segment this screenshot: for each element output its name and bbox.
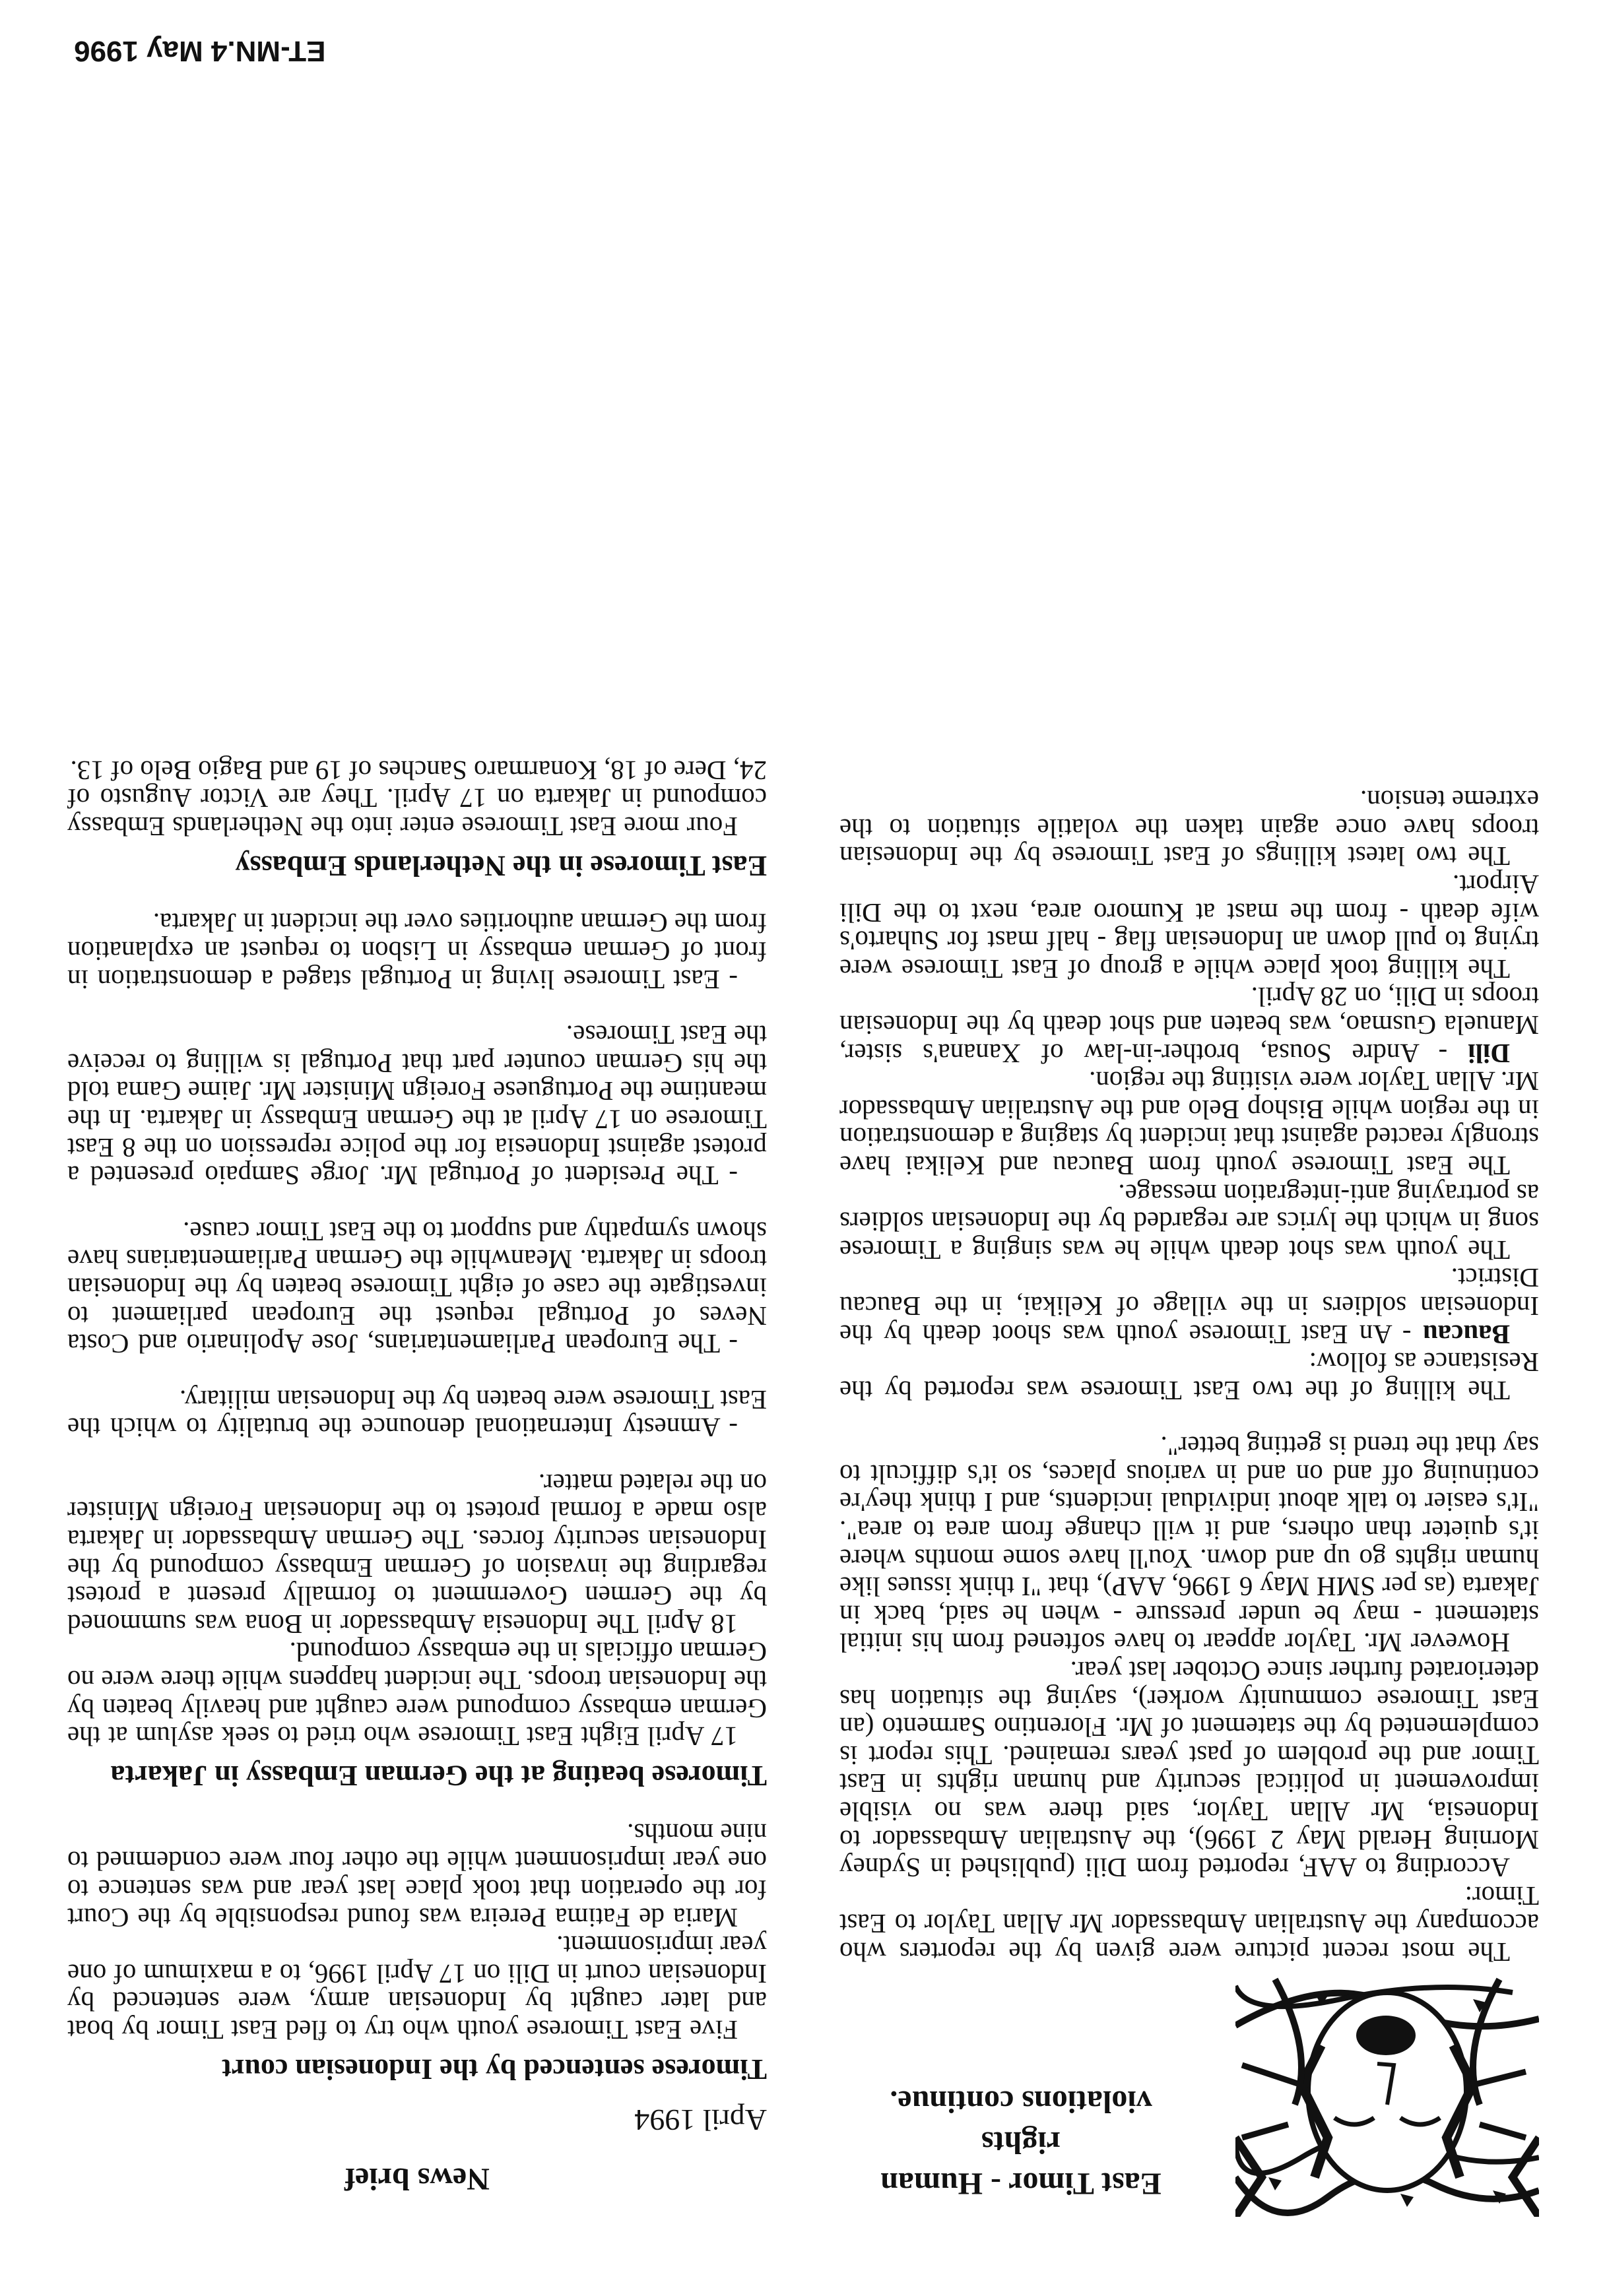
spacer	[67, 1358, 767, 1386]
right-paragraph: - Amnesty International denounce the brutality to which the East Timorese were beaten by the Indonesian military.	[67, 1384, 767, 1444]
right-paragraph: Maria de Fatima Pereira was found responsible by the Court for the operation that took place last year and was sentence to one year imprisonment while the other four were condemned to nine months.	[67, 1818, 767, 1933]
right-paragraph: Four more East Timorese enter into the Netherlands Embassy compound in Jakarta on 17 April. They are Victor Augusto of 24, Dere of 18, Konarmaro Sanches of 19 and Bagio Belo of 13.	[67, 755, 767, 842]
right-paragraph: - The President of Portugal Mr. Jorge Sampaio presented a protest against Indonesia for the police repression on the 8 East Timorese on 17 April at the German Embassy in Jakarta. In the meantime the Portuguese Foreign Minister Mr. Jaime Gama told the his German counter part that Portugal is willing to receive the East Timorese.	[67, 1020, 767, 1192]
dili-text: - Andre Sousa, brother-in-law of Xanana's sister, Manuela Gusmao, was beaten and shot death by the Indonesian troops in Dili, on 28 April.	[839, 982, 1539, 1069]
page-footer-code: ET-MN.4 May 1996	[74, 35, 326, 67]
right-paragraph: - The European Parliamentarians, Jose Apolinario and Costa Neves of Portugal request the European parliament to investigate the case of eight Timorese beaten by the Indonesian troops in Jakarta. Meanwhile the German Parliamentarians have shown sympathy and support to the East Timor cause.	[67, 1216, 767, 1360]
right-paragraph: Five East Timorese youth who try to fled East Timor by boat and later caught by Indonesian army, were sentenced by Indonesian court in Dili on 17 April 1996, to a maximum of one year imprisonment.	[67, 1930, 767, 2045]
spacer	[67, 841, 767, 850]
feature-title-line2: violations continue.	[890, 2084, 1152, 2119]
feature-title-line1: East Timor - Human rights	[880, 2125, 1162, 2201]
dili-label: Dili	[1468, 1038, 1510, 1069]
section-heading-netherlands-embassy: East Timorese in the Netherlands Embassy	[235, 849, 767, 882]
news-brief-date: April 1994	[634, 2103, 767, 2137]
dili-paragraph	[839, 983, 1539, 1068]
section-heading-sentenced: Timorese sentenced by the Indonesian court	[222, 2053, 767, 2086]
baucau-paragraph	[839, 1264, 1539, 1349]
spacer	[67, 2044, 767, 2053]
right-article-body	[67, 756, 767, 2085]
feature-title	[839, 2081, 1202, 2204]
left-paragraph: However Mr. Taylor appear to have softened from his initial statement - may be under pressure - when he said, back in Jakarta (as per SMH May 6 1996, AAP), that "I think issues like human rights go up and down. You'll have some months where it's quieter than others, and it will change from area to area". "It's easier to talk about individual incidents, and I think they're continuing off and on and in various places, so it's difficult to say that the trend is getting better".	[839, 1431, 1539, 1659]
left-paragraph: The youth was shot death while he was singing a Timorese song in which the lyrics are regarded by the Indonesian soldiers as portraying anti-integration message.	[839, 1178, 1539, 1265]
left-article-body	[839, 786, 1539, 1966]
right-paragraph: - East Timorese living in Portugal staged a demonstration in front of German embassy in Lisbon to request an explanation from the German authorities over the incident in Jakarta.	[67, 908, 767, 995]
right-paragraph: 18 April The Indonesia Ambassador in Bona was summoned by the Germen Government to formally present a protest regarding the invasion of German Embassy compound by the Indonesian security forces. The German Ambassador in Jakarta also made a formal protest to the Indonesian Foreign Minister on the related matter.	[67, 1468, 767, 1640]
illustration-drawing	[1235, 1973, 1539, 2217]
spacer	[839, 1405, 1539, 1432]
barbed-wire-face-illustration	[1235, 1973, 1539, 2217]
news-brief-title: News brief	[344, 2161, 490, 2196]
left-paragraph: The most recent picture were given by the reporters who accompany the Australian Ambassador Mr Allan Taylor to East Timor:	[839, 1880, 1539, 1967]
spacer	[67, 881, 767, 909]
spacer	[67, 1190, 767, 1217]
spacer	[67, 994, 767, 1021]
section-heading-german-embassy: Timorese beating at the German Embassy in Jakarta	[110, 1760, 767, 1793]
left-paragraph: The two latest killings of East Timorese by the Indonesian troops have once again taken the volatile situation to the extreme tension.	[839, 785, 1539, 872]
left-paragraph: According to AAF, reported from Dili (published in Sydney Morning Herald May 2 1996), the Australian Ambassador to Indonesia, Mr Allan Taylor, said there was no visible improvement in political security and human rights in East Timor and the problem of past years remained. This report is complemented by the statement of Mr. Florentino Sarmento (an East Timorese community worker), saying the situation has deteriorated further since October last year.	[839, 1656, 1539, 1884]
left-paragraph: The East Timorese youth from Baucau and Kelikai have strongly reacted against that incident by staging a demonstration in the region while Bishop Belo and the Australian Ambassador Mr. Allan Taylor were visiting the region.	[839, 1066, 1539, 1181]
left-paragraph: The killing of the two East Timorese was reported by the Resistance as follow:	[839, 1347, 1539, 1406]
right-paragraph: 17 April Eight East Timorese who tried to seek asylum at the German embassy compound were caught and heavily beaten by the Indonesian troops. The incident happens while there were no German officials in the embassy compound.	[67, 1637, 767, 1752]
spacer	[67, 1791, 767, 1819]
spacer	[67, 1750, 767, 1760]
left-paragraph: The killing took place while a group of East Timorese were trying to pull down an Indonesian flag - half mast for Suharto's wife death - from the mast at Kumoro area, next to the Dili Airport.	[839, 870, 1539, 984]
baucau-text: - An East Timorese youth was shoot death by the Indonesian soldiers in the village of Kelikai, in the Baucau District.	[839, 1263, 1539, 1350]
baucau-label: Baucau	[1422, 1319, 1510, 1350]
spacer	[67, 1442, 767, 1469]
